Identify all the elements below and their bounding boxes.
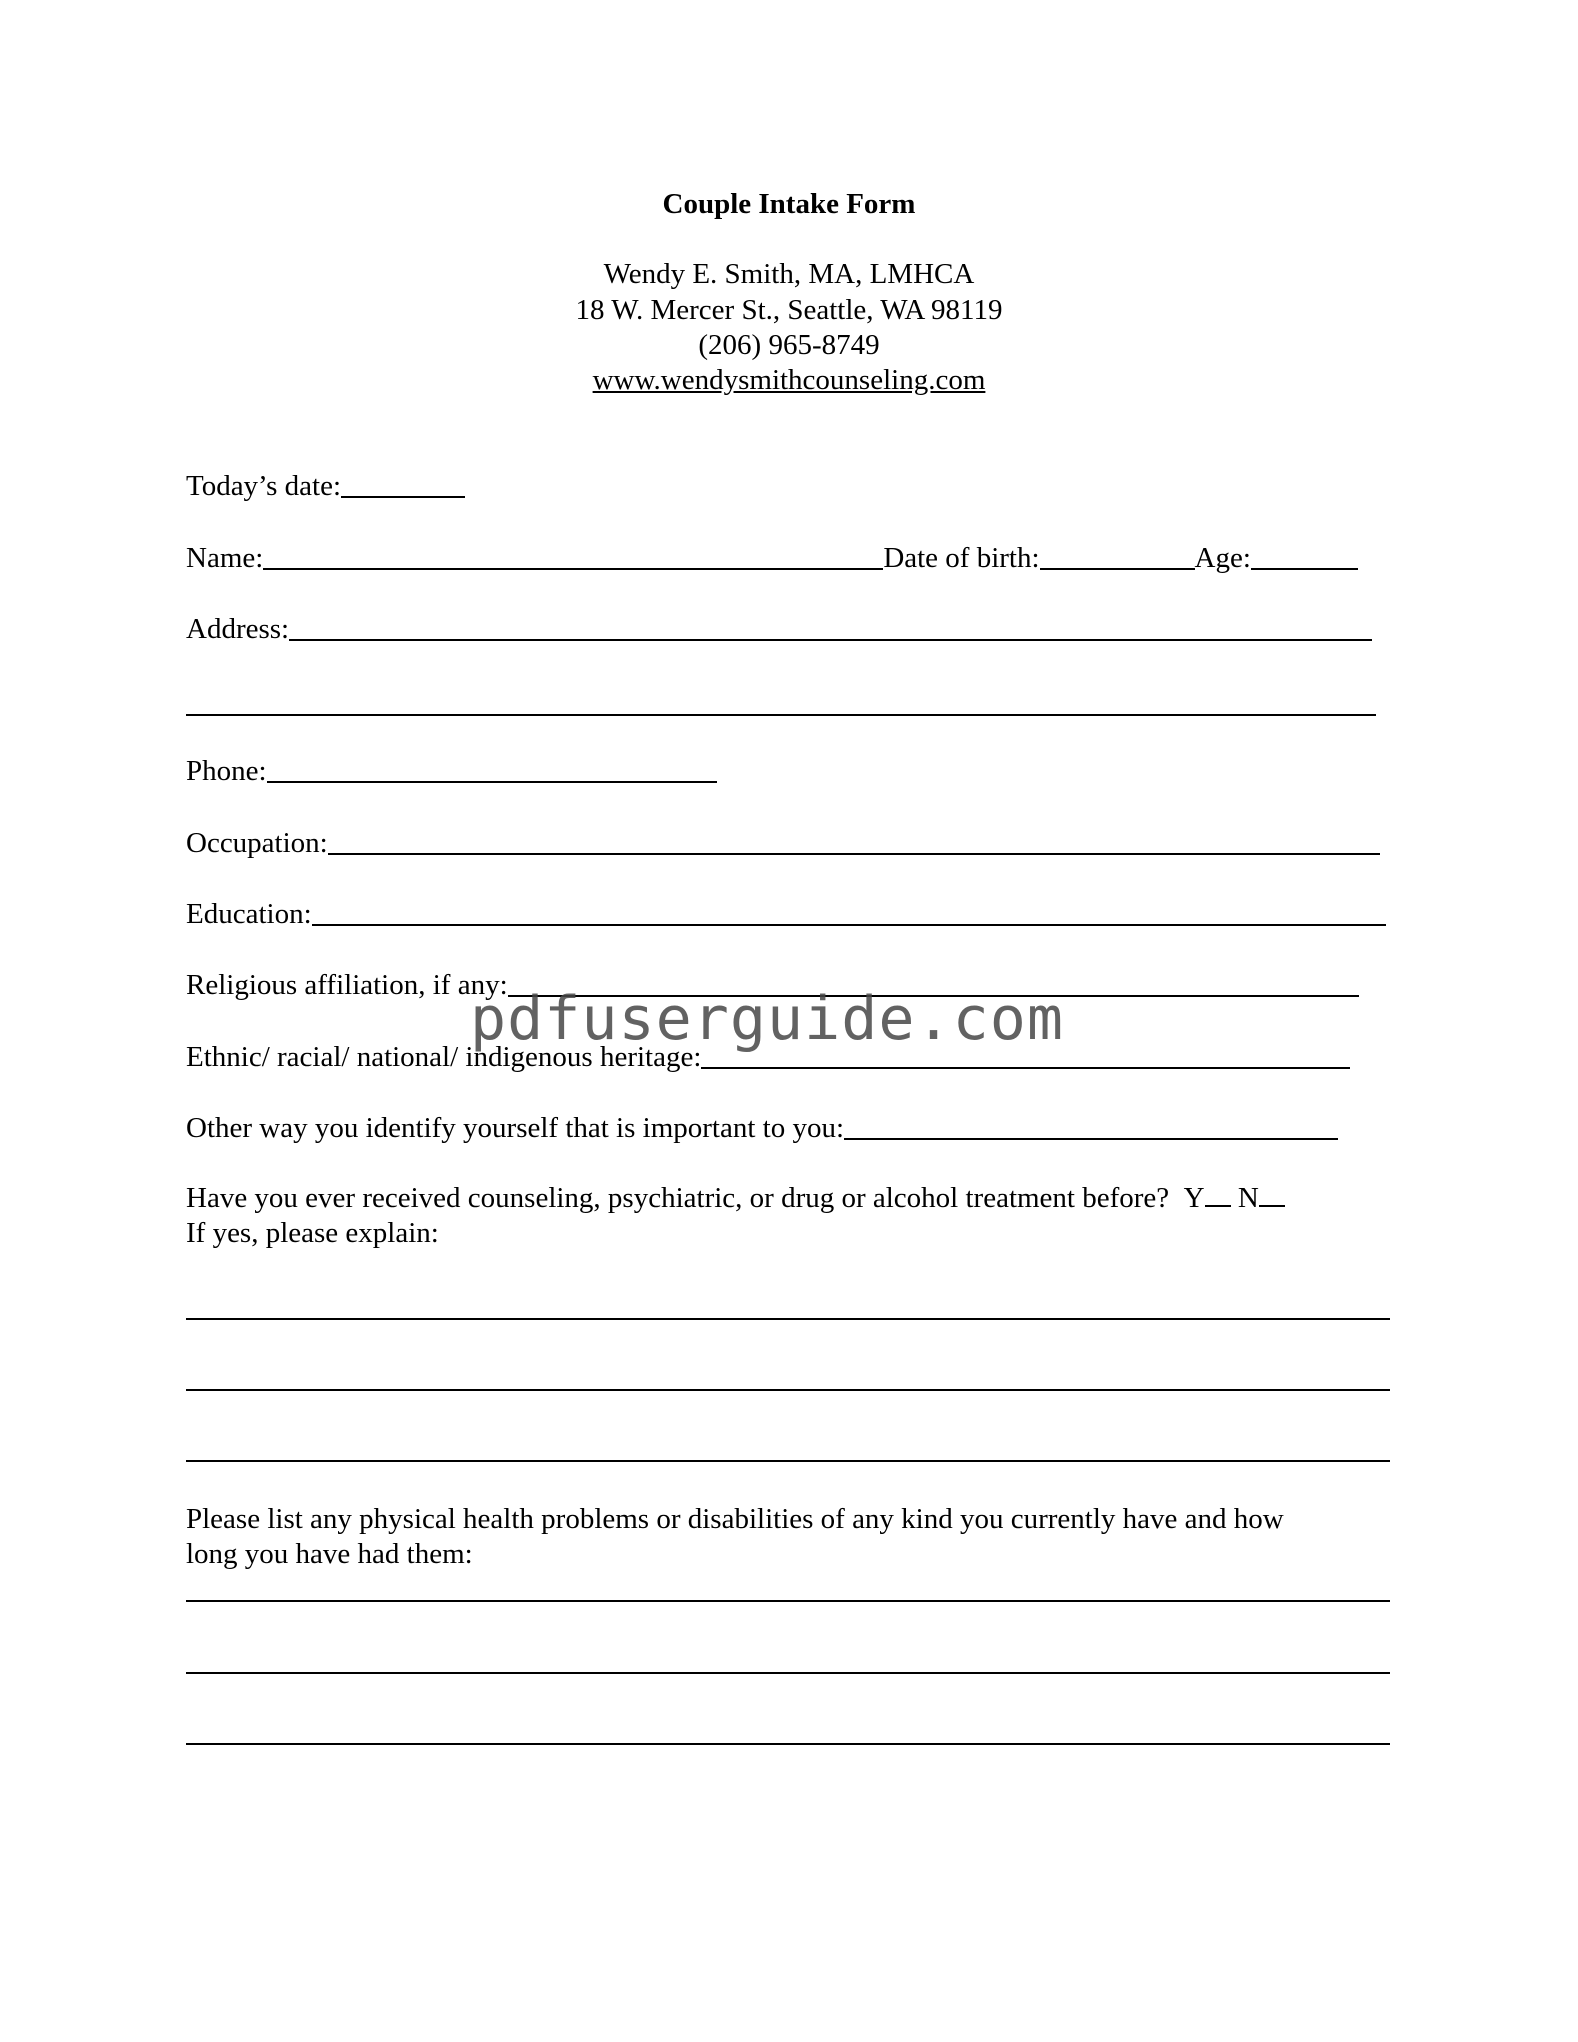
todays-date-row (186, 468, 465, 504)
address-label: Address: (186, 613, 290, 645)
todays-date-label: Today’s date: (186, 470, 342, 502)
treatment-followup: If yes, please explain: (186, 1217, 439, 1249)
treatment-explain-line-2[interactable] (186, 1389, 1390, 1391)
other-identity-field[interactable] (844, 1112, 1338, 1140)
provider-phone: (206) 965-8749 (698, 329, 880, 361)
name-row (186, 540, 1358, 576)
treatment-yes-label: Y (1183, 1182, 1205, 1214)
name-label: Name: (186, 542, 264, 574)
todays-date-field[interactable] (341, 470, 465, 498)
health-line-1[interactable] (186, 1600, 1390, 1602)
provider-name: Wendy E. Smith, MA, LMHCA (603, 258, 975, 290)
treatment-question (186, 1181, 1285, 1216)
occupation-row (186, 825, 1380, 861)
phone-row (186, 753, 717, 789)
education-label: Education: (186, 898, 312, 930)
address-row (186, 611, 1372, 647)
watermark-text: pdfuserguide.com (470, 984, 1064, 1054)
age-label: Age: (1194, 542, 1251, 574)
age-field[interactable] (1251, 542, 1358, 570)
address-field[interactable] (289, 613, 1372, 641)
other-identity-row (186, 1110, 1338, 1146)
treatment-explain-line-1[interactable] (186, 1318, 1390, 1320)
religious-label: Religious affiliation, if any: (186, 969, 508, 1001)
phone-label: Phone: (186, 755, 267, 787)
ethnic-label: Ethnic/ racial/ national/ indigenous heritage: (186, 1041, 702, 1073)
address-line-2[interactable] (186, 714, 1376, 716)
treatment-yes-field[interactable] (1205, 1181, 1231, 1207)
education-field[interactable] (312, 898, 1386, 926)
phone-field[interactable] (267, 755, 717, 783)
other-identity-label: Other way you identify yourself that is important to you: (186, 1112, 845, 1144)
occupation-field[interactable] (328, 827, 1380, 855)
treatment-explain-line-3[interactable] (186, 1460, 1390, 1462)
health-question-line-2: long you have had them: (186, 1538, 473, 1570)
form-title: Couple Intake Form (662, 188, 916, 220)
name-field[interactable] (263, 542, 883, 570)
date-of-birth-field[interactable] (1040, 542, 1195, 570)
provider-address: 18 W. Mercer St., Seattle, WA 98119 (575, 294, 1003, 326)
date-of-birth-label: Date of birth: (883, 542, 1040, 574)
health-question-line-1: Please list any physical health problems or disabilities of any kind you currently have and how (186, 1503, 1284, 1535)
health-line-2[interactable] (186, 1672, 1390, 1674)
treatment-no-label: N (1237, 1182, 1259, 1214)
provider-website-link[interactable]: www.wendysmithcounseling.com (592, 364, 986, 396)
treatment-no-field[interactable] (1259, 1181, 1285, 1207)
health-line-3[interactable] (186, 1743, 1390, 1745)
treatment-question-text: Have you ever received counseling, psychiatric, or drug or alcohol treatment before? (186, 1182, 1170, 1214)
occupation-label: Occupation: (186, 827, 328, 859)
education-row (186, 896, 1386, 932)
